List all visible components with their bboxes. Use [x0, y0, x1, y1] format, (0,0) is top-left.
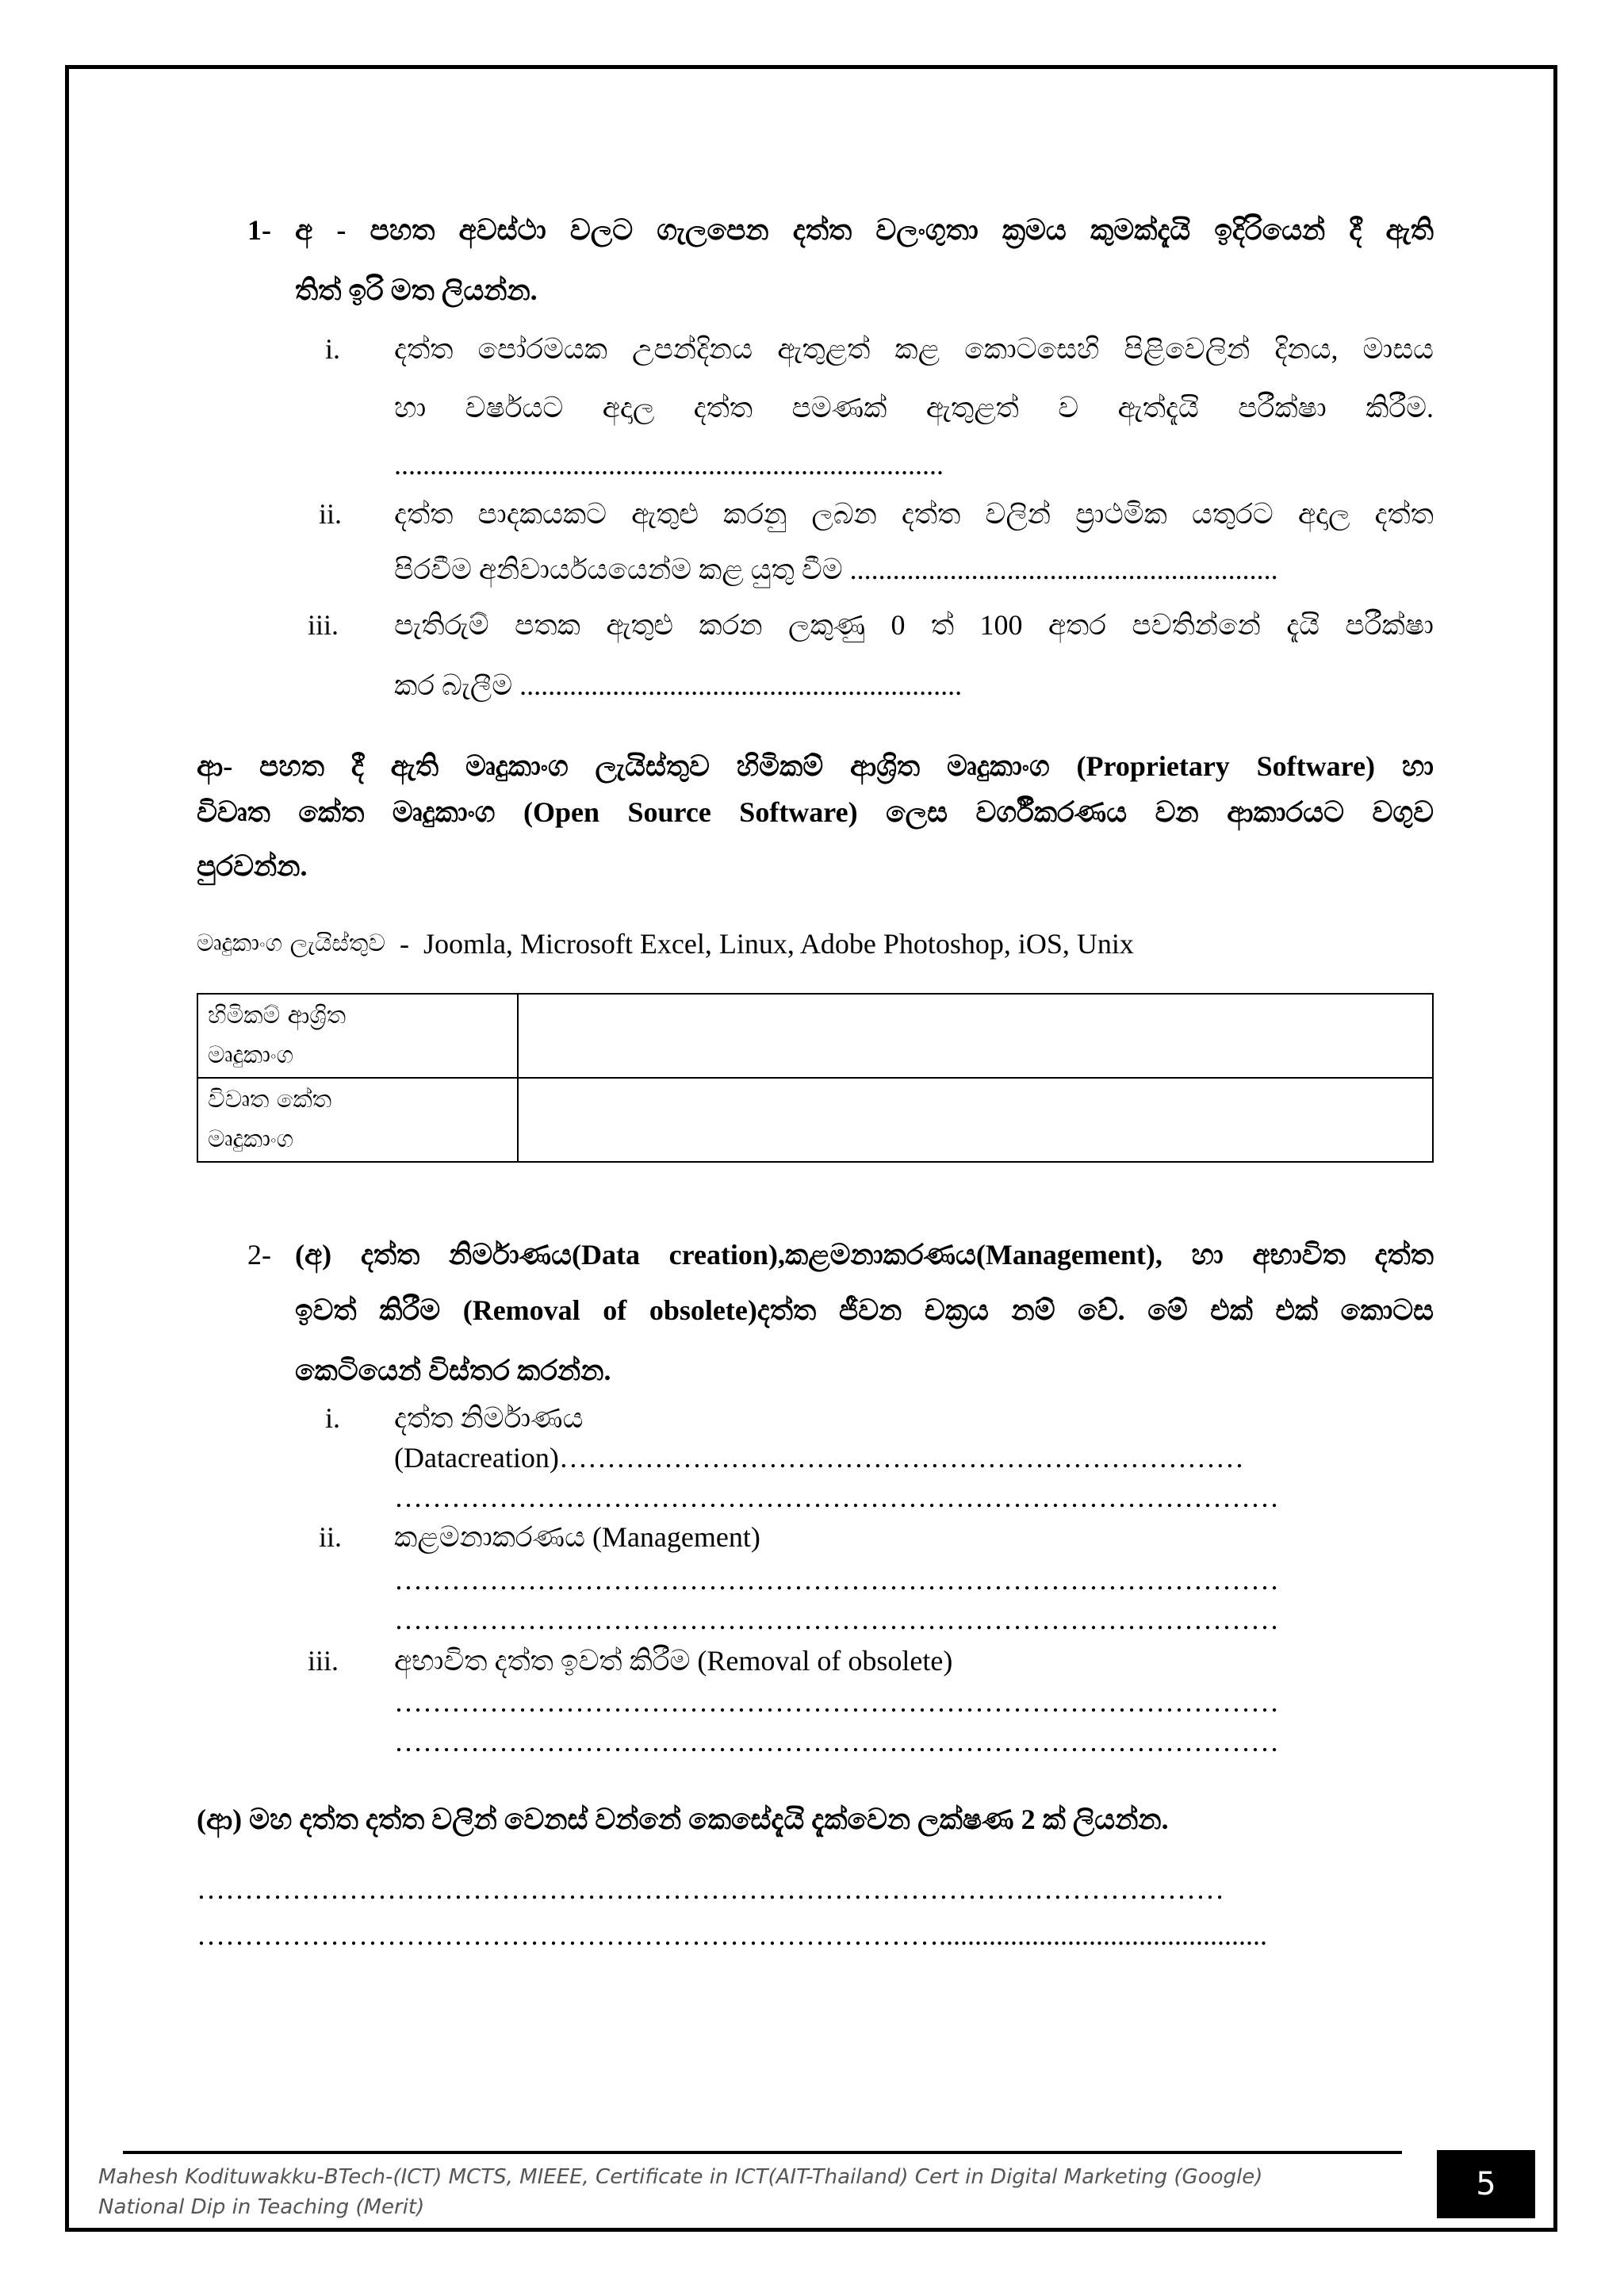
- table-label-line: හිමිකම් ආශ්‍රිත: [208, 1002, 347, 1029]
- q1-item-iii-numeral: iii.: [308, 609, 339, 641]
- q2-item-iii-answer-dots-2[interactable]: …………………………………………………………………………………: [394, 1726, 1279, 1757]
- q1-item-iii-line1: පැතිරුම් පතක ඇතුළු කරන ලකුණු 0 ත් 100 අතර පවතින්නේ දැයි පරීක්ෂා: [394, 609, 1434, 641]
- q2-item-ii-title: කළමනාකරණය (Management): [394, 1521, 760, 1553]
- q1-number: 1-: [247, 214, 271, 246]
- table-label-line: විවෘත කේත: [208, 1086, 332, 1114]
- q1-a-line1: අ - පහත අවස්ථා වලට ගැලපෙන දත්ත වලංගුතා ක්‍රමය කුමක්දැයි ඉදිරියෙන් දී ඇති: [295, 214, 1434, 246]
- q2-item-ii-numeral: ii.: [319, 1521, 343, 1553]
- q1-item-iii-line2[interactable]: කර බැලීම ..............................................................: [394, 669, 963, 701]
- table-label-line: මෘදුකාංග: [208, 1125, 294, 1153]
- q2-item-ii-answer-dots-2[interactable]: …………………………………………………………………………………: [394, 1604, 1279, 1635]
- q1-aa-line2: විවෘත කේත මෘදුකාංග (Open Source Software) ලෙස වර්ගීකරණය වන ආකාරයට වගුව: [197, 796, 1434, 828]
- q2-item-i-sub[interactable]: (Datacreation)………………………………………………………………: [394, 1442, 1244, 1474]
- footer-credits-line1: Mahesh Kodituwakku-BTech-(ICT) MCTS, MIEEE, Certificate in ICT(AIT-Thailand) Cert in Digital Marketing (Google): [98, 2165, 1263, 2189]
- q2-item-i-answer-dots[interactable]: …………………………………………………………………………………: [394, 1481, 1279, 1513]
- q2-item-iii-numeral: iii.: [308, 1645, 339, 1677]
- q2-item-ii-answer-dots-1[interactable]: …………………………………………………………………………………: [394, 1564, 1279, 1596]
- q2-a-line3: කෙටියෙන් විස්තර කරන්න.: [295, 1355, 611, 1386]
- q2-number: 2-: [247, 1239, 271, 1271]
- software-list-line: [197, 930, 1134, 958]
- q1-item-i-numeral: i.: [325, 333, 341, 365]
- table-row: [197, 994, 1433, 1078]
- q1-a-line2: තිත් ඉරි මත ලියන්න.: [295, 274, 538, 306]
- footer-divider: [123, 2151, 1402, 2154]
- q2-a-line1: (අ) දත්ත නිර්මාණය(Data creation),කළමනාකරණය(Management), හා අභාවිත දත්ත: [295, 1239, 1434, 1271]
- q2-aa-answer-dots-1[interactable]: ………………………………………………………………………………………………: [197, 1873, 1224, 1905]
- software-list-values: Joomla, Microsoft Excel, Linux, Adobe Photoshop, iOS, Unix: [423, 928, 1134, 960]
- software-list-label: මෘදුකාංග ලැයිස්තුව: [197, 930, 385, 957]
- q1-item-ii-line2[interactable]: පිරවීම අනිවාර්යයයෙන්ම කළ යුතු වීම ............................................................: [394, 554, 1278, 585]
- table-label-line: මෘදුකාංග: [208, 1041, 294, 1069]
- q2-aa-answer-dots-2[interactable]: ……………………………………………………………………..............................................: [197, 1919, 1267, 1951]
- footer-credits-line2: National Dip in Teaching (Merit): [98, 2195, 425, 2219]
- table-answer-open-source[interactable]: [518, 1078, 1433, 1162]
- q1-item-i-line1: දත්ත පෝරමයක උපන්දිනය ඇතුළත් කළ කොටසෙහි පිළිවෙලින් දිනය, මාසය: [394, 333, 1434, 365]
- q2-item-i-title: දත්ත නිර්මාණය: [394, 1402, 584, 1434]
- q2-item-iii-answer-dots-1[interactable]: …………………………………………………………………………………: [394, 1686, 1279, 1718]
- q1-item-i-line2: හා වර්ෂයට අදාල දත්ත පමණක් ඇතුළත් ව ඇත්දැයි පරීක්ෂා කිරීම.: [394, 392, 1434, 424]
- q1-item-ii-line1: දත්ත පාදකයකට ඇතුළු කරනු ලබන දත්ත වලින් ප්‍රාථමික යතුරට අදාල දත්ත: [394, 498, 1434, 530]
- q2-item-i-numeral: i.: [325, 1402, 341, 1434]
- q1-aa-line1: ආ- පහත දී ඇති මෘදුකාංග ලැයිස්තුව හිමිකම් ආශ්‍රිත මෘදුකාංග (Proprietary Software) හා: [197, 750, 1434, 782]
- table-row: [197, 1078, 1433, 1162]
- table-label-proprietary: [197, 994, 518, 1078]
- q2-item-iii-title: අභාවිත දත්ත ඉවත් කිරීම (Removal of obsolete): [394, 1645, 953, 1677]
- q1-aa-line3: පුරවන්න.: [197, 850, 308, 882]
- table-label-open-source: [197, 1078, 518, 1162]
- q2-aa-line: (ආ) මහ දත්ත දත්ත වලින් වෙනස් වන්නේ කෙසේදැයි දැක්වෙන ලක්ෂණ 2 ක් ලියන්න.: [197, 1803, 1169, 1835]
- page-number: 5: [1437, 2150, 1535, 2218]
- q1-item-i-answer-dots[interactable]: .............................................................................: [394, 449, 944, 481]
- footer-credits: [98, 2162, 1262, 2222]
- software-list-separator: -: [399, 928, 409, 960]
- q1-item-ii-numeral: ii.: [319, 498, 343, 530]
- table-answer-proprietary[interactable]: [518, 994, 1433, 1078]
- q2-a-line2: ඉවත් කිරීම (Removal of obsolete)දත්ත ජීවන චක්‍රය නම් වේ. මේ එක් එක් කොටස: [295, 1294, 1434, 1326]
- software-classification-table: [197, 993, 1434, 1163]
